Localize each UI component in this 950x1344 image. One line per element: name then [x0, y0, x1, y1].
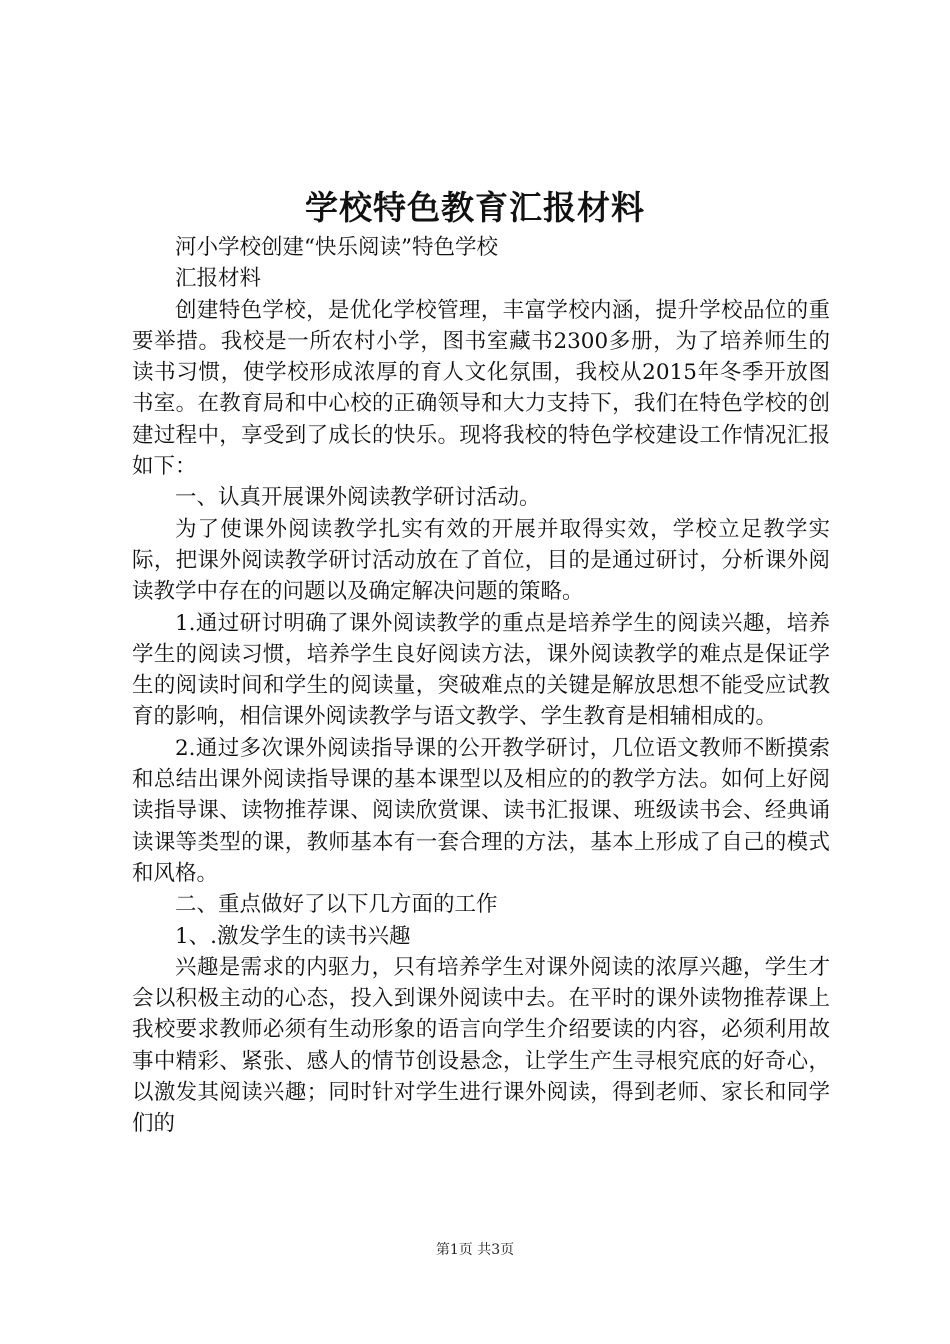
document-title: 学校特色教育汇报材料: [305, 188, 645, 227]
body-paragraph: 创建特色学校，是优化学校管理，丰富学校内涵，提升学校品位的重要举措。我校是一所农村小学，图书室藏书2300多册，为了培养师生的读书习惯，使学校形成浓厚的育人文化氛围，我校从2015年冬季开放图书室。在教育局和中心校的正确领导和大力支持下，我们在特色学校的创建过程中，享受到了成长的快乐。现将我校的特色学校建设工作情况汇报如下：: [132, 297, 830, 480]
body-paragraph: 为了使课外阅读教学扎实有效的开展并取得实效，学校立足教学实际，把课外阅读教学研讨活动放在了首位，目的是通过研讨，分析课外阅读教学中存在的问题以及确定解决问题的策略。: [132, 516, 830, 605]
subsection-heading: 1、.激发学生的读书兴趣: [175, 923, 411, 949]
section-heading: 二、重点做好了以下几方面的工作: [175, 892, 498, 918]
subtitle-line: 河小学校创建“快乐阅读”特色学校: [175, 235, 498, 260]
page-footer: 第1页 共3页: [435, 1242, 515, 1258]
document-body: [132, 232, 830, 1140]
subtitle-line: 汇报材料: [175, 266, 262, 292]
section-heading: 一、认真开展课外阅读教学研讨活动。: [175, 485, 541, 511]
body-paragraph: 2.通过多次课外阅读指导课的公开教学研讨，几位语文教师不断摸索和总结出课外阅读指导课的基本课型以及相应的的教学方法。如何上好阅读指导课、读物推荐课、阅读欣赏课、读书汇报课、班级读书会、经典诵读课等类型的课，教师基本有一套合理的方法，基本上形成了自己的模式和风格。: [132, 735, 830, 886]
body-paragraph: 兴趣是需求的内驱力，只有培养学生对课外阅读的浓厚兴趣，学生才会以积极主动的心态，投入到课外阅读中去。在平时的课外读物推荐课上我校要求教师必须有生动形象的语言向学生介绍要读的内容，必须利用故事中精彩、紧张、感人的情节创设悬念，让学生产生寻根究底的好奇心，以激发其阅读兴趣；同时针对学生进行课外阅读，得到老师、家长和同学们的: [132, 954, 830, 1137]
body-paragraph: 1.通过研讨明确了课外阅读教学的重点是培养学生的阅读兴趣，培养学生的阅读习惯，培养学生良好阅读方法，课外阅读教学的难点是保证学生的阅读时间和学生的阅读量，突破难点的关键是解放思想不能受应试教育的影响，相信课外阅读教学与语文教学、学生教育是相辅相成的。: [132, 610, 830, 730]
